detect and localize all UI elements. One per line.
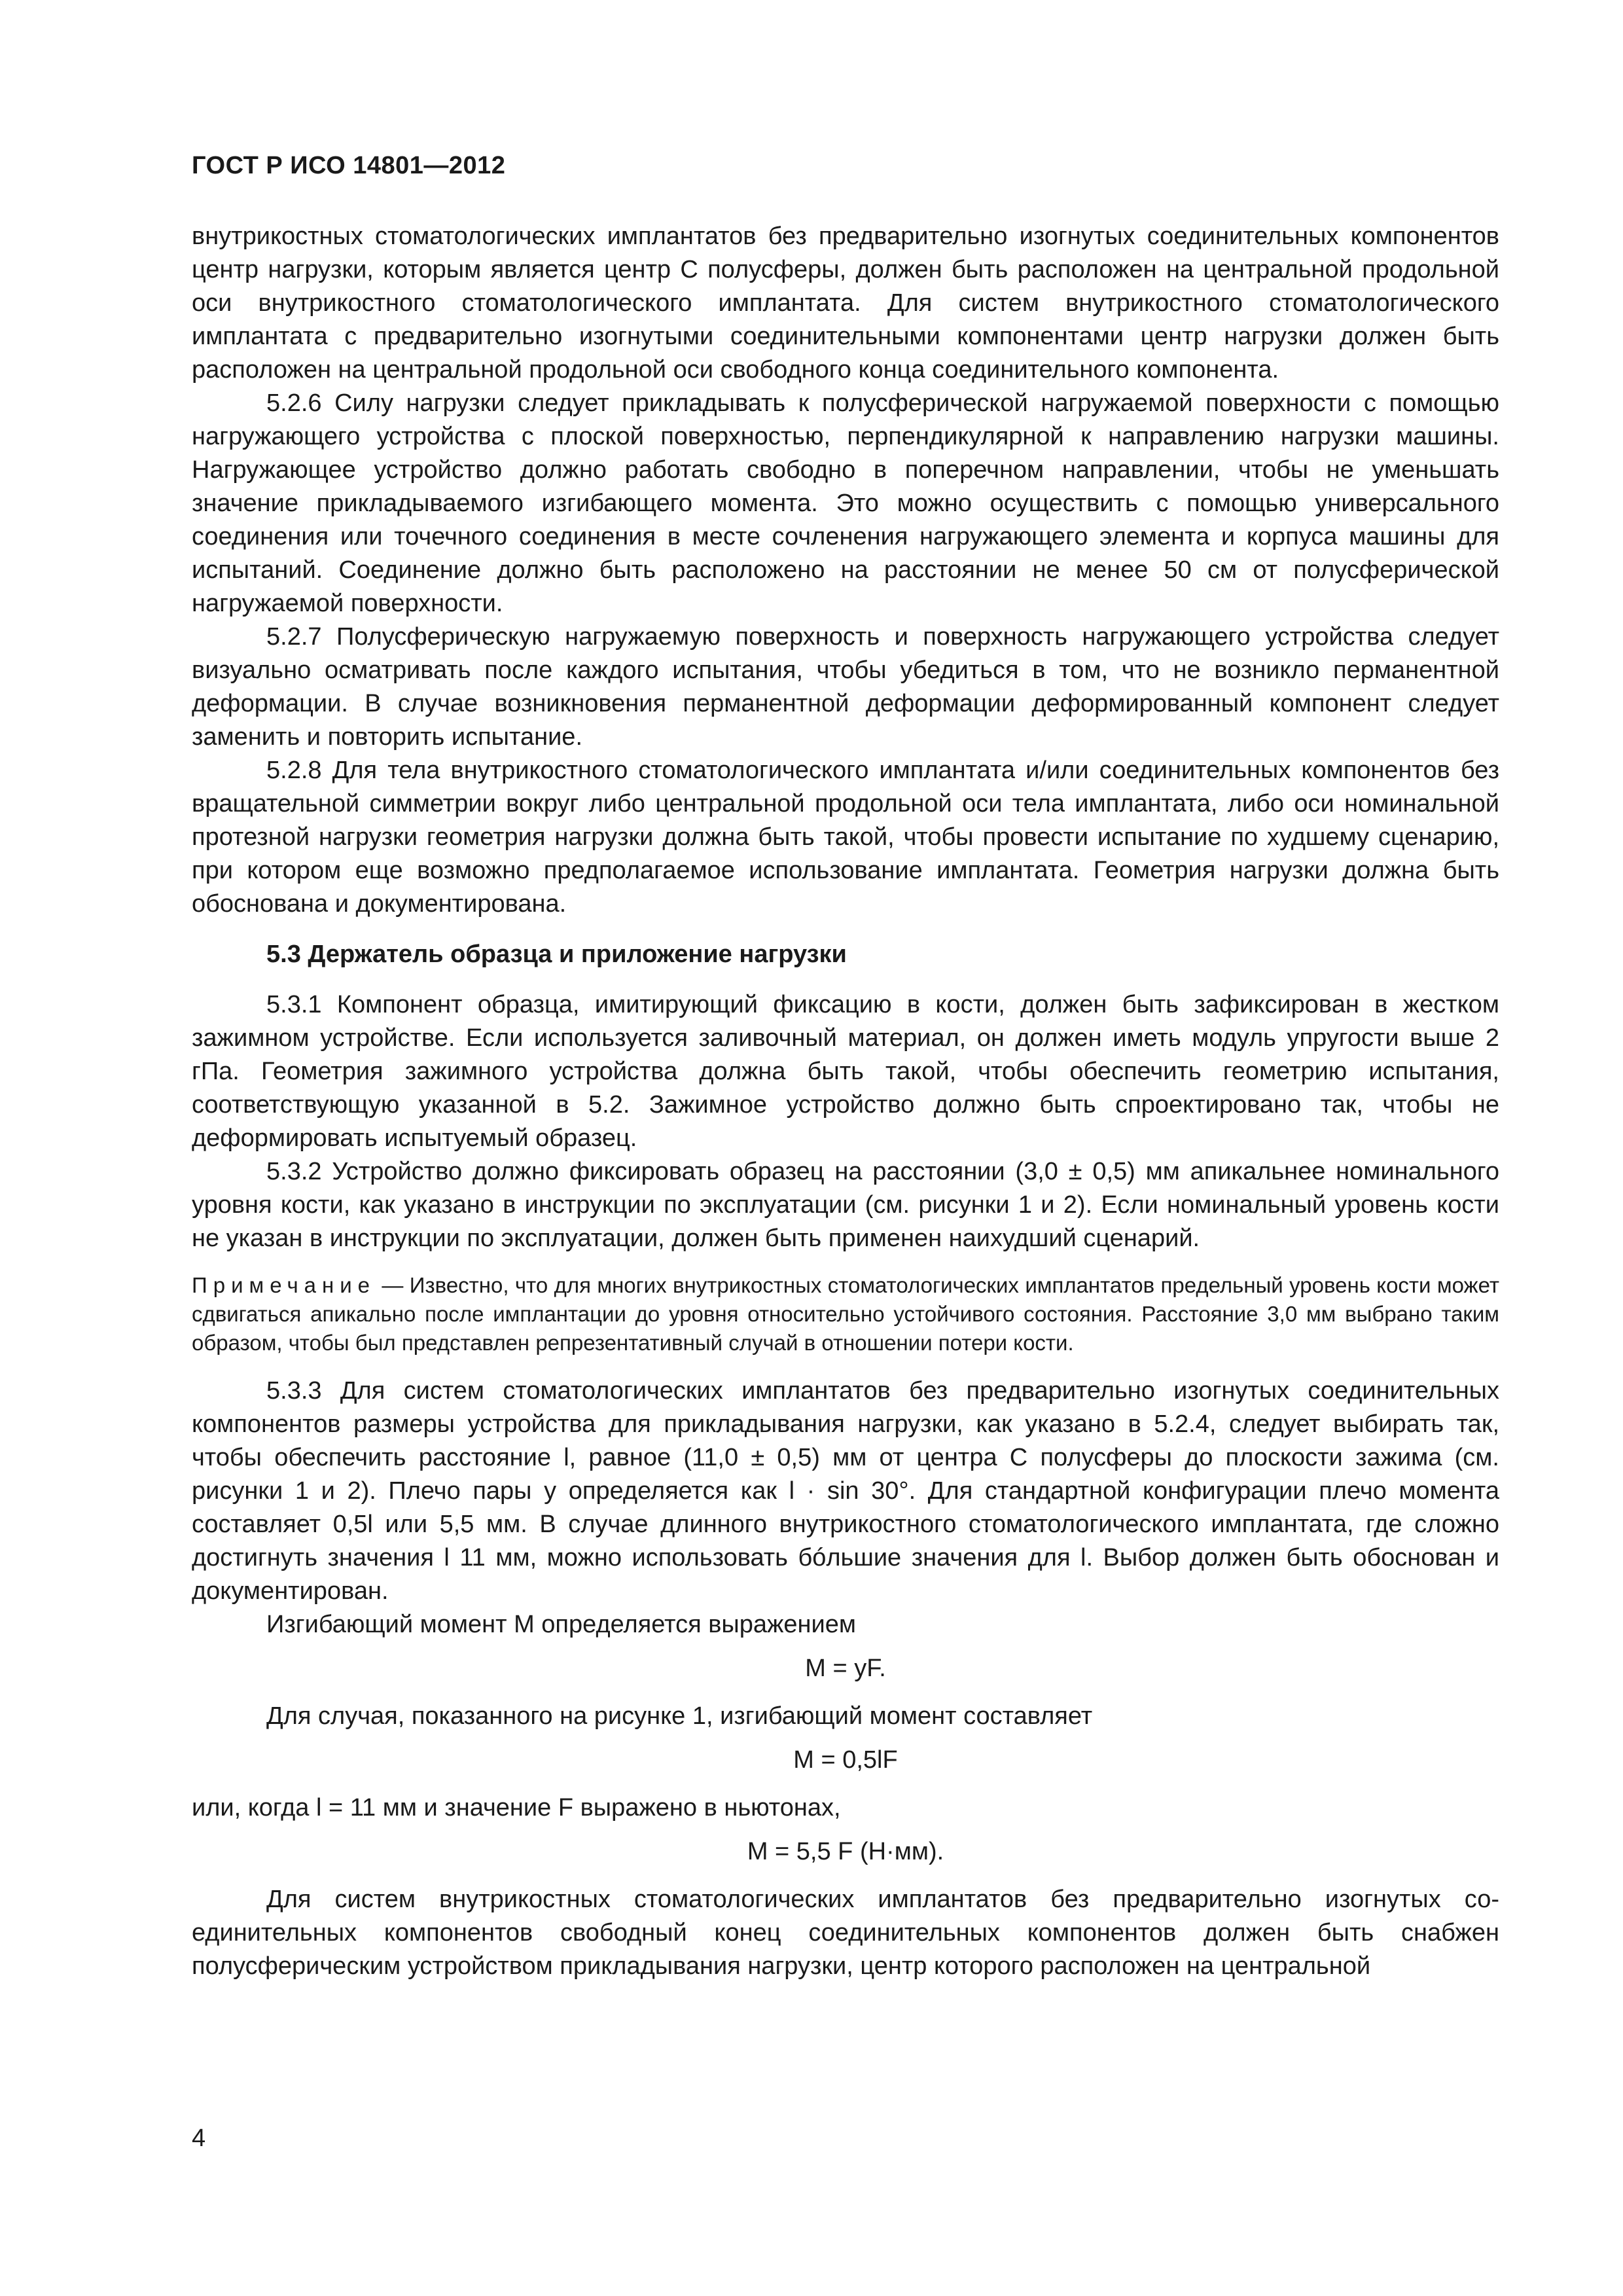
note-label: Примечание bbox=[192, 1273, 376, 1297]
paragraph-newtons: или, когда l = 11 мм и значение F выражено в ньютонах, bbox=[192, 1794, 841, 1821]
formula-2: М = 0,5lF bbox=[793, 1746, 898, 1774]
paragraph-5-2-6: 5.2.6 Силу нагрузки следует прикладывать к полусферической нагружаемой поверхности с помощью нагружающего устройства с плоской поверхностью, перпендикулярной к направлению нагрузки машины. Нагружающее устройство должно работать свободно в поперечном направлении, чтобы не уменьшать значение прикладываемого изгибающего момента. Это можно осуществить с помощью универсального соединения или точечного соединения в месте сочленения нагружающего элемента и корпуса машины для испытаний. Соединение должно быть расположено на расстоянии не менее 50 см от полусферической нагружаемой поверхности. bbox=[192, 389, 1499, 617]
paragraph-continuation: внутрикостных стоматологических имплантатов без предварительно изогнутых соединительных компонентов центр нагрузки, которым является центр С полусферы, должен быть расположен на центральной продольной оси внутрикостного стоматологического имплантата. Для систем внутрикостного стоматологического имплантата с предварительно изогнутыми соединительными компонентами центр нагрузки должен быть расположен на центральной продольной оси свободного конца соединительного компонента. bbox=[192, 223, 1499, 384]
paragraph-hemispherical: Для систем внутрикостных стоматологических имплантатов без предварительно изогнутых соединительных компонентов свободный конец соединительных компонентов должен быть снабжен полусферическим устройством прикладывания нагрузки, центр которого расположен на центральной bbox=[192, 1886, 1499, 1980]
document-header: ГОСТ Р ИСО 14801—2012 bbox=[192, 152, 506, 179]
note-block bbox=[192, 1271, 1499, 1357]
paragraph-5-3-2: 5.3.2 Устройство должно фиксировать образец на расстоянии (3,0 ± 0,5) мм апикальнее номинального уровня кости, как указано в инструкции по эксплуатации (см. рисунки 1 и 2). Если номинальный уровень кости не указан в инструкции по эксплуатации, должен быть применен наихудший сценарий. bbox=[192, 1158, 1499, 1252]
note-text: — Известно, что для многих внутрикостных стоматологических имплантатов предельный уровень кости может сдвигаться апикально после имплантации до уровня относительно устойчивого состояния. Расстояние 3,0 мм выбрано таким образом, чтобы был представлен репрезентативный случай в отношении потери кости. bbox=[192, 1273, 1499, 1355]
paragraph-5-2-8: 5.2.8 Для тела внутрикостного стоматологического имплантата и/или соединительных компонентов без вращательной симметрии вокруг либо центральной продольной оси тела имплантата, либо оси номинальной протезной нагрузки геометрия нагрузки должна быть такой, чтобы провести испытание по худшему сценарию, при котором еще возможно предполагаемое использование имплантата. Геометрия нагрузки должна быть обоснована и документирована. bbox=[192, 757, 1499, 918]
formula-3: М = 5,5 F (Н·мм). bbox=[747, 1838, 944, 1865]
paragraph-figure-case: Для случая, показанного на рисунке 1, изгибающий момент составляет bbox=[266, 1702, 1093, 1730]
paragraph-5-3-1: 5.3.1 Компонент образца, имитирующий фиксацию в кости, должен быть зафиксирован в жестком зажимном устройстве. Если используется заливочный материал, он должен иметь модуль упругости выше 2 гПа. Геометрия зажимного устройства должна быть такой, чтобы обеспечить геометрию испытания, соответствующую указанной в 5.2. Зажимное устройство должно быть спроектировано так, чтобы не деформировать испытуемый образец. bbox=[192, 991, 1499, 1152]
paragraph-bending-moment: Изгибающий момент М определяется выражением bbox=[266, 1611, 857, 1638]
section-heading-5-3: 5.3 Держатель образца и приложение нагрузки bbox=[266, 941, 847, 968]
paragraph-5-2-7: 5.2.7 Полусферическую нагружаемую поверхность и поверхность нагружающего устройства следует визуально осматривать после каждого испытания, чтобы убедиться в том, что не возникло перманентной деформации. В случае возникновения перманентной деформации деформированный компонент следует заменить и повторить испытание. bbox=[192, 623, 1499, 751]
formula-1: М = уF. bbox=[805, 1655, 886, 1682]
page-number: 4 bbox=[192, 2125, 206, 2152]
document-body bbox=[192, 220, 1499, 1983]
paragraph-5-3-3: 5.3.3 Для систем стоматологических имплантатов без предварительно изогнутых соединительных компонентов размеры устройства для прикладывания нагрузки, как указано в 5.2.4, следует выбирать так, чтобы обеспечить расстояние l, равное (11,0 ± 0,5) мм от центра С полусферы до плоскости зажима (см. рисунки 1 и 2). Плечо пары у определяется как l · sin 30°. Для стандартной конфигурации плечо момента составляет 0,5l или 5,5 мм. В случае длинного внутрикостного стоматологического имплантата, где сложно достигнуть значения l 11 мм, можно использовать бóльшие значения для l. Выбор должен быть обоснован и документирован. bbox=[192, 1377, 1499, 1605]
